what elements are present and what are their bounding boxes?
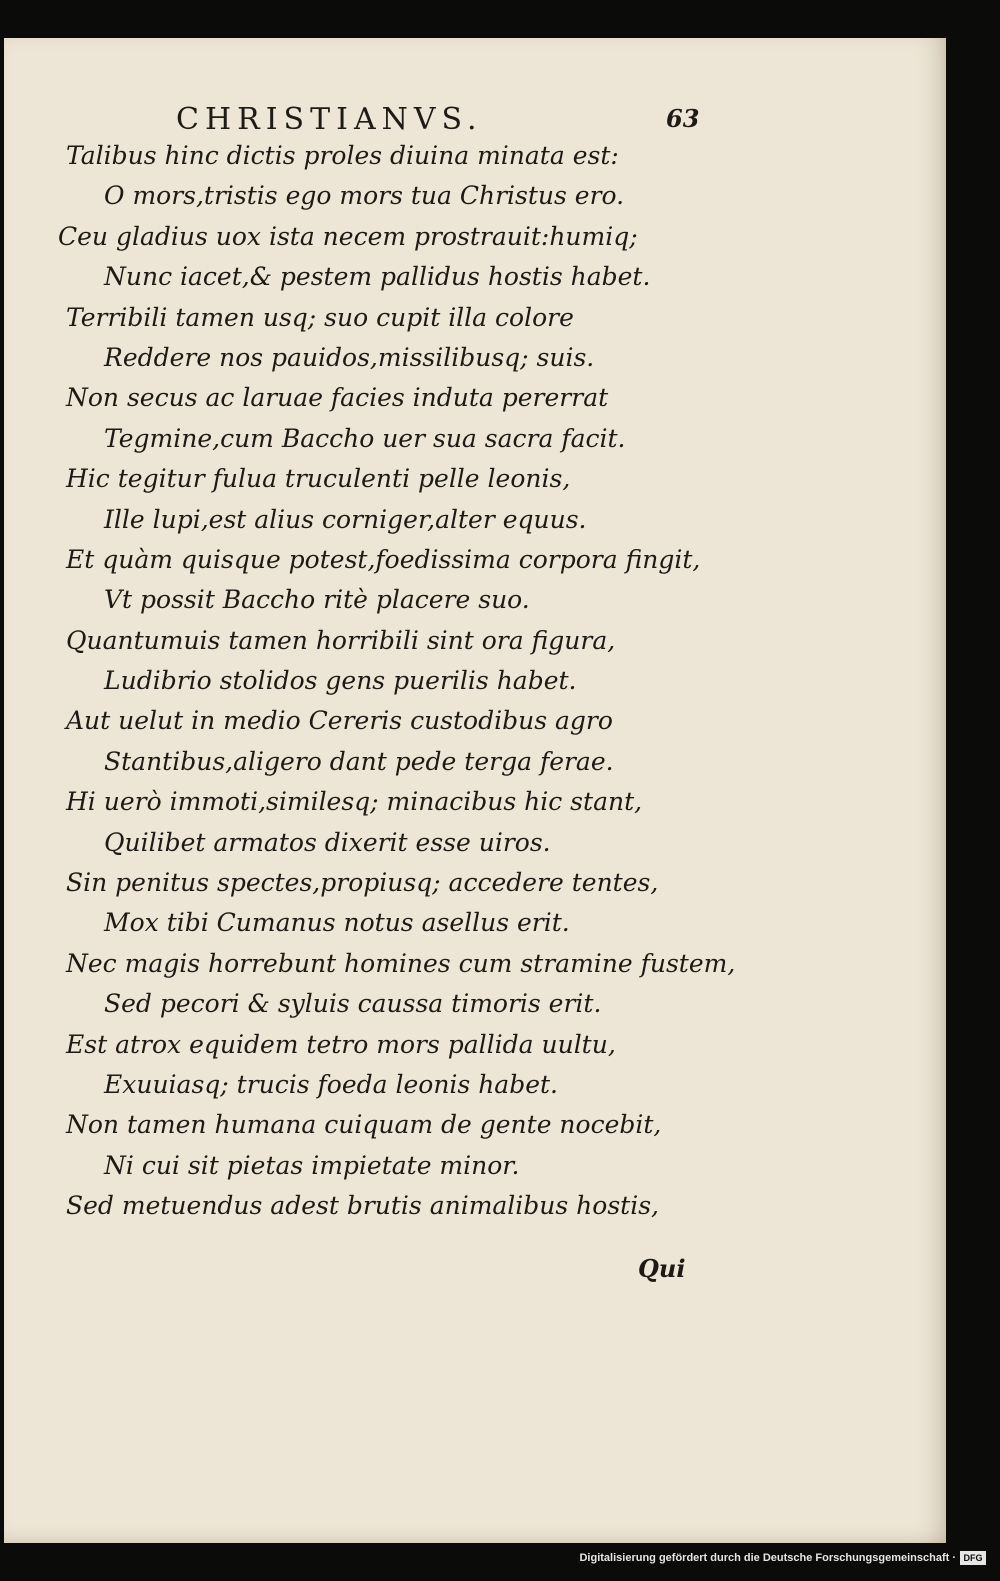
verse-line: Nec magis horrebunt homines cum stramine fustem,	[66, 948, 736, 978]
catchword: Qui	[638, 1254, 686, 1283]
verse-line: Ludibrio stolidos gens puerilis habet.	[104, 666, 577, 696]
verse-line: Est atrox equidem tetro mors pallida uultu,	[66, 1029, 616, 1059]
verse-line: O mors,tristis ego mors tua Christus ero.	[104, 181, 625, 211]
verse-block	[58, 136, 758, 1227]
verse-line: Aut uelut in medio Cereris custodibus agro	[66, 706, 613, 736]
verse-line: Hi uerò immoti,similesq; minacibus hic stant,	[66, 787, 643, 817]
verse-line: Et quàm quisque potest,foedissima corpora fingit,	[66, 544, 701, 574]
verse-line: Sed metuendus adest brutis animalibus hostis,	[66, 1191, 659, 1221]
verse-line: Quilibet armatos dixerit esse uiros.	[104, 827, 551, 857]
verse-line: Mox tibi Cumanus notus asellus erit.	[104, 908, 570, 938]
verse-line: Stantibus,aligero dant pede terga ferae.	[104, 746, 614, 776]
verse-line: Ceu gladius uox ista necem prostrauit:humiq;	[58, 221, 638, 251]
verse-line: Sin penitus spectes,propiusq; accedere tentes,	[66, 868, 659, 898]
verse-line: Nunc iacet,& pestem pallidus hostis habet.	[104, 262, 651, 292]
verse-line: Sed pecori & syluis caussa timoris erit.	[104, 989, 602, 1019]
verse-line: Hic tegitur fulua truculenti pelle leonis,	[66, 464, 571, 494]
running-header: CHRISTIANVS.	[176, 102, 483, 137]
dfg-logo: DFG	[960, 1551, 986, 1565]
page-number: 63	[666, 104, 700, 133]
verse-line: Quantumuis tamen horribili sint ora figura,	[66, 625, 616, 655]
verse-line: Ni cui sit pietas impietate minor.	[104, 1150, 520, 1180]
verse-line: Exuuiasq; trucis foeda leonis habet.	[104, 1069, 558, 1099]
digitization-credit: Digitalisierung gefördert durch die Deutsche Forschungsgemeinschaft ·	[579, 1552, 956, 1564]
verse-line: Ille lupi,est alius corniger,alter equus.	[104, 504, 587, 534]
verse-line: Reddere nos pauidos,missilibusq; suis.	[104, 342, 595, 372]
verse-line: Non tamen humana cuiquam de gente nocebit,	[66, 1110, 662, 1140]
verse-line: Vt possit Baccho ritè placere suo.	[104, 585, 530, 615]
verse-line: Terribili tamen usq; suo cupit illa colore	[66, 302, 574, 332]
verse-line: Non secus ac laruae facies induta pererrat	[66, 383, 609, 413]
verse-line: Talibus hinc dictis proles diuina minata est:	[66, 141, 619, 170]
verse-line: Tegmine,cum Baccho uer sua sacra facit.	[104, 423, 626, 453]
